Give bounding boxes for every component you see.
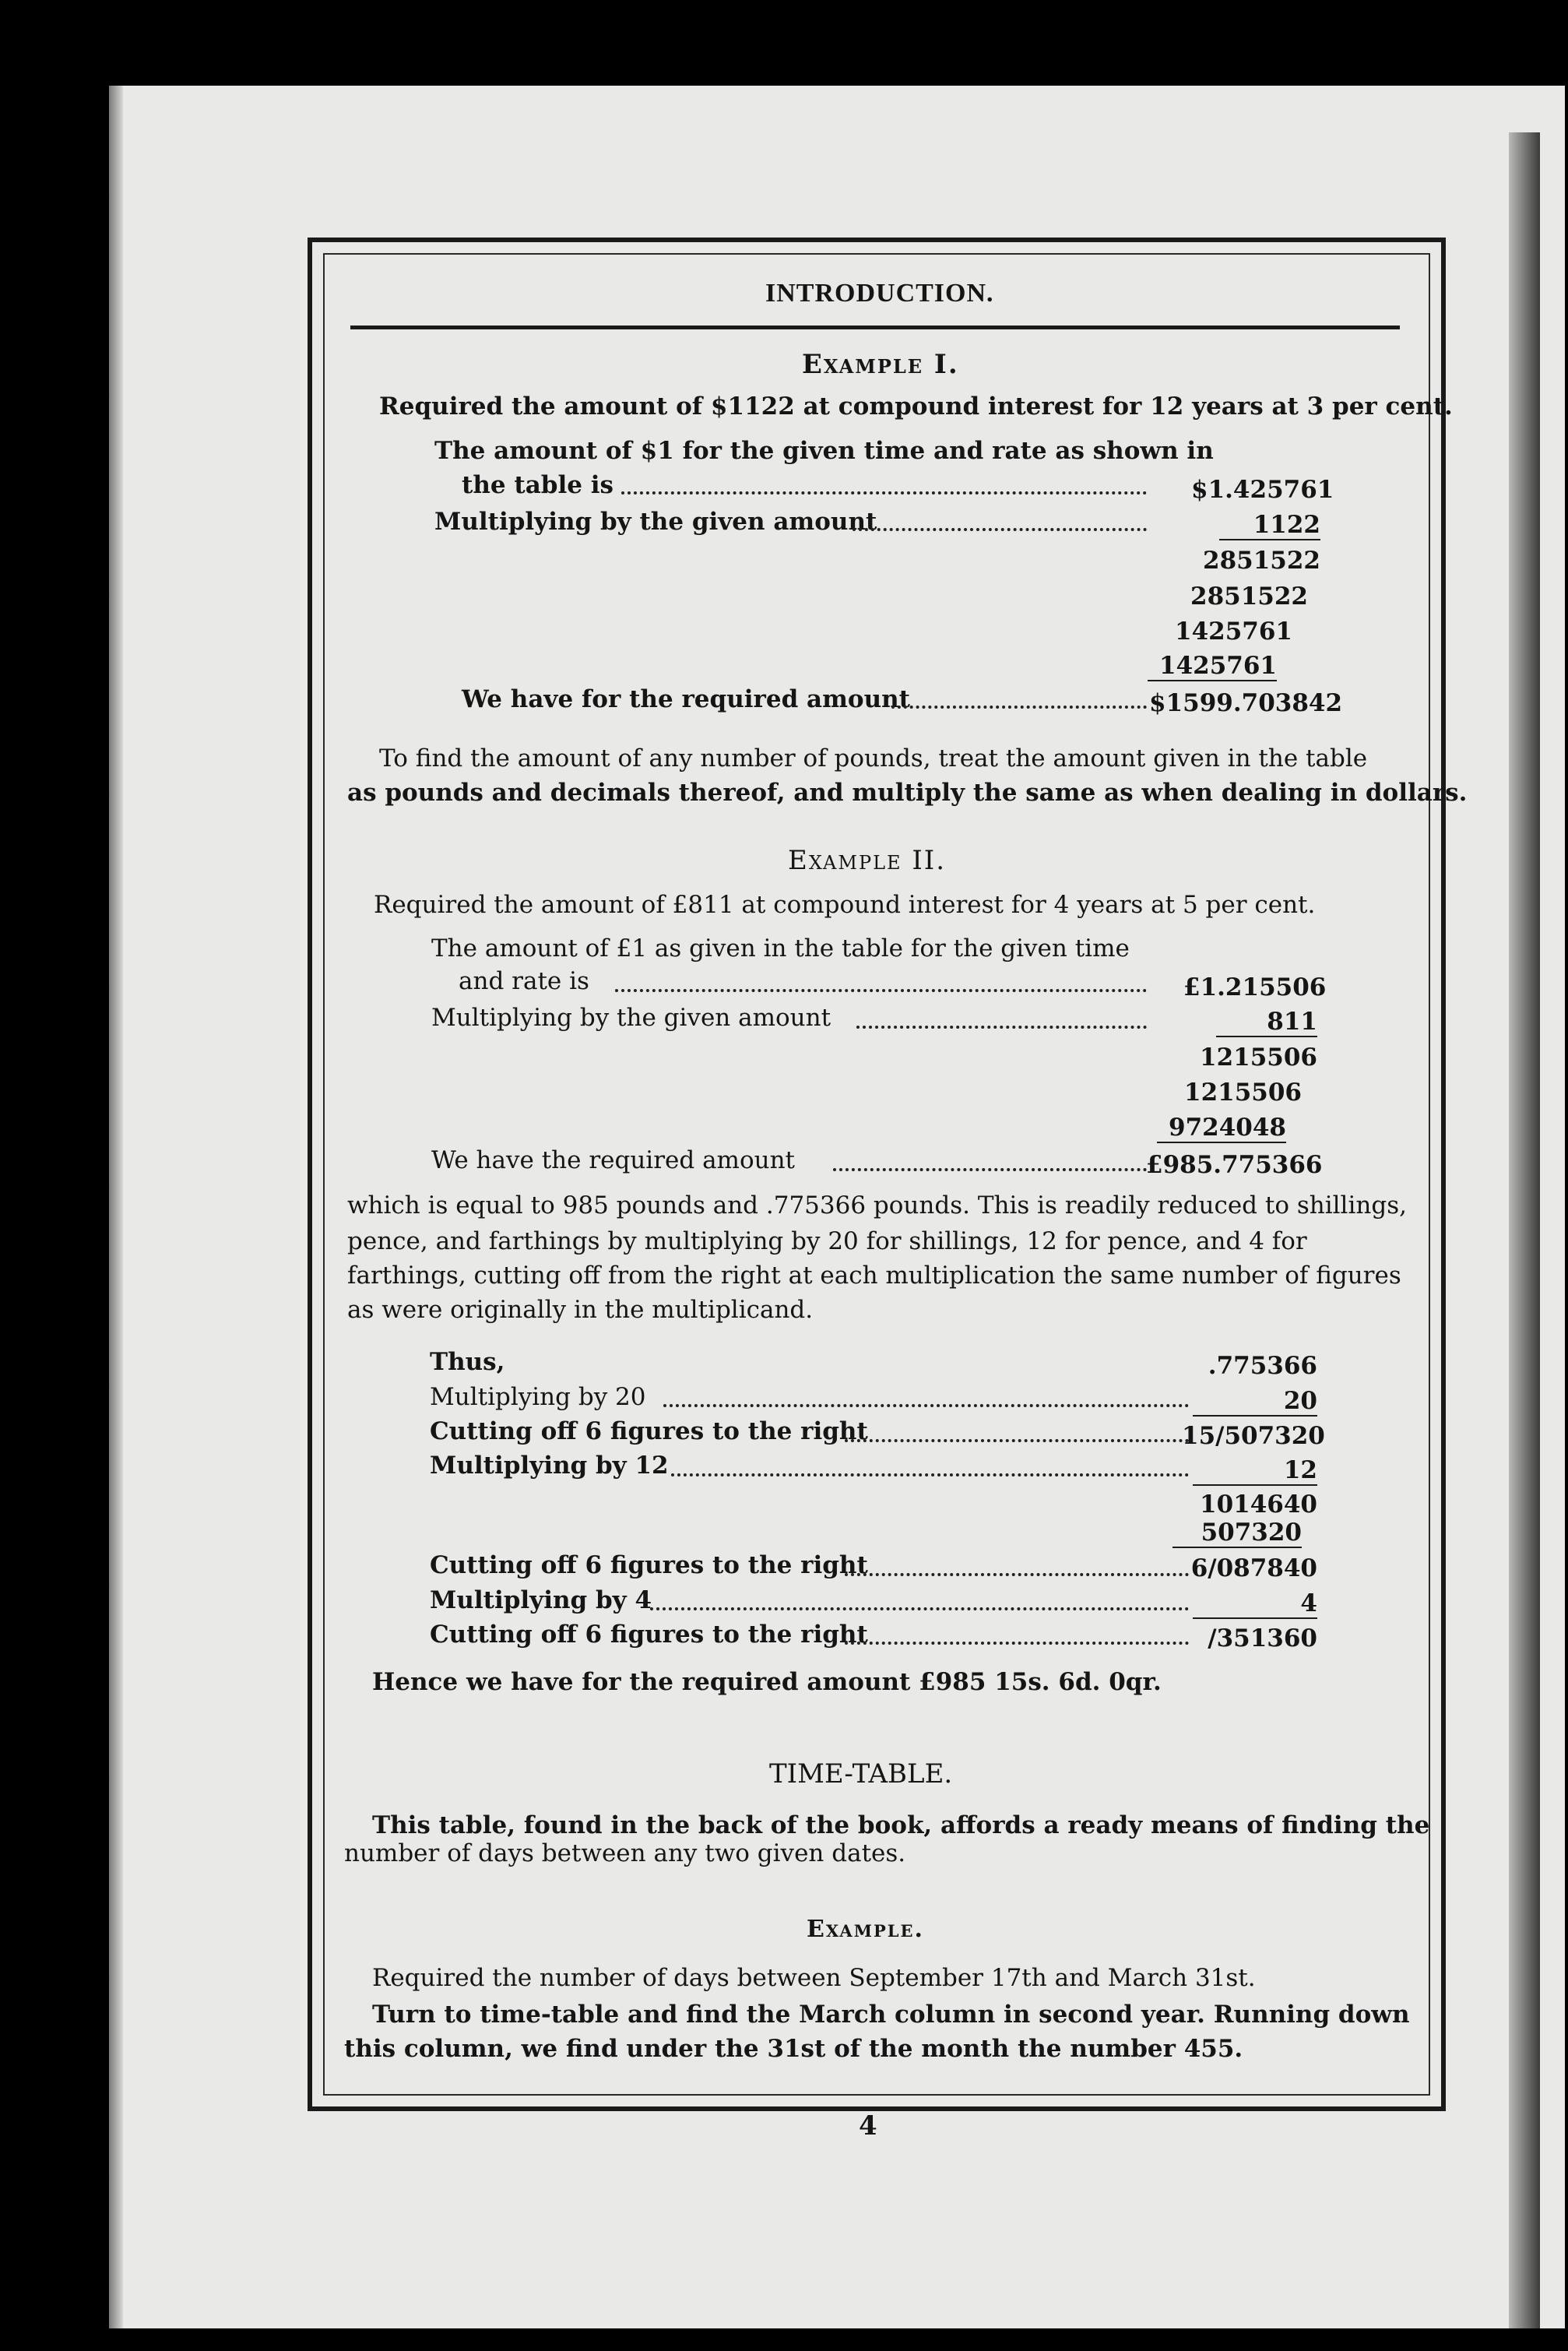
example-2-partial: 9724048	[1157, 1114, 1286, 1143]
example-1-result: $1599.703842	[1149, 689, 1343, 717]
reduction-row-value: 15/507320	[1182, 1422, 1325, 1450]
page-title: INTRODUCTION.	[765, 279, 994, 308]
reduction-row-value: 20	[1193, 1387, 1317, 1417]
example-2-partial: 1215506	[1200, 1044, 1317, 1072]
example-2-line1a: The amount of £1 as given in the table for the given time	[431, 934, 1130, 963]
reduction-text-line: as were originally in the multiplicand.	[347, 1296, 814, 1324]
example-2-heading: Example II.	[788, 845, 947, 876]
reduction-row-value: 6/087840	[1190, 1554, 1317, 1582]
leader-dots	[671, 1473, 1189, 1476]
reduction-row-label: Multiplying by 4	[430, 1586, 652, 1614]
example-1-value2: 1122	[1219, 511, 1320, 540]
example-2-problem: Required the amount of £811 at compound interest for 4 years at 5 per cent.	[374, 891, 1316, 919]
example-1-result-label: We have for the required amount	[462, 685, 910, 713]
leader-dots	[853, 528, 1147, 531]
example-1-partial: 2851522	[1203, 547, 1320, 575]
facing-page-edge	[1509, 132, 1540, 2328]
example-1-heading: Example I.	[802, 349, 959, 380]
example-1-value1: $1.425761	[1191, 476, 1334, 504]
example-1-line1a: The amount of $1 for the given time and rate as shown in	[434, 437, 1214, 465]
example-2-value1: £1.215506	[1183, 973, 1327, 1001]
example-2-value2: 811	[1216, 1008, 1317, 1037]
reduction-row-value: 12	[1193, 1456, 1317, 1486]
leader-dots	[833, 1168, 1147, 1171]
reduction-row-value: 4	[1193, 1589, 1317, 1619]
example-1-partial: 1425761	[1148, 652, 1277, 681]
example-1-partial: 1425761	[1175, 618, 1292, 646]
example-2-line1b: and rate is	[459, 967, 589, 995]
reduction-text-line: pence, and farthings by multiplying by 20 for shillings, 12 for pence, and 4 for	[347, 1227, 1307, 1255]
timetable-heading: TIME-TABLE.	[769, 1758, 953, 1790]
example-2-result: £985.775366	[1146, 1151, 1323, 1179]
reduction-row-label: Multiplying by 12	[430, 1452, 669, 1480]
header-rule	[350, 326, 1400, 329]
pounds-note-line1: To find the amount of any number of pounds, treat the amount given in the table	[379, 744, 1368, 773]
example-3-line1: Turn to time-table and find the March column in second year. Running down	[372, 2001, 1410, 2029]
reduction-text-line: which is equal to 985 pounds and .775366 pounds. This is readily reduced to shillings,	[347, 1191, 1407, 1219]
timetable-line1: This table, found in the back of the book, affords a ready means of finding the	[372, 1811, 1430, 1839]
reduction-row-label: Multiplying by 20	[430, 1383, 646, 1411]
reduction-row-label: Cutting off 6 figures to the right	[430, 1417, 868, 1445]
leader-dots	[615, 989, 1147, 992]
reduction-partial: 1014640	[1200, 1490, 1317, 1519]
reduction-row-label: Cutting off 6 figures to the right	[430, 1551, 868, 1579]
page-number: 4	[859, 2110, 877, 2142]
example-2-result-label: We have the required amount	[431, 1146, 795, 1174]
leader-dots	[845, 1642, 1189, 1645]
example-1-problem: Required the amount of $1122 at compound interest for 12 years at 3 per cent.	[379, 392, 1453, 421]
leader-dots	[891, 706, 1147, 709]
reduction-partial: 507320	[1172, 1519, 1302, 1548]
page-binding-shadow	[109, 86, 123, 2328]
example-1-line2: Multiplying by the given amount	[434, 508, 877, 536]
pounds-note-line2: as pounds and decimals thereof, and multiply the same as when dealing in dollars.	[347, 779, 1468, 807]
example-2-partial: 1215506	[1184, 1079, 1302, 1107]
reduction-row-value: /351360	[1208, 1624, 1317, 1652]
example-1-partial: 2851522	[1190, 582, 1308, 611]
leader-dots	[650, 1607, 1189, 1610]
reduction-hence: Hence we have for the required amount £985 15s. 6d. 0qr.	[372, 1668, 1162, 1696]
leader-dots	[845, 1573, 1189, 1576]
example-2-line2: Multiplying by the given amount	[431, 1004, 831, 1032]
leader-dots	[845, 1439, 1189, 1442]
example-3-line2: this column, we find under the 31st of the month the number 455.	[344, 2035, 1243, 2063]
reduction-thus-value: .775366	[1208, 1352, 1317, 1380]
leader-dots	[663, 1404, 1189, 1407]
reduction-thus: Thus,	[430, 1348, 505, 1376]
reduction-text-line: farthings, cutting off from the right at each multiplication the same number of figures	[347, 1262, 1401, 1290]
example-3-heading: Example.	[807, 1916, 924, 1943]
example-3-problem: Required the number of days between September 17th and March 31st.	[372, 1964, 1256, 1992]
example-1-line1b: the table is	[462, 471, 613, 499]
reduction-row-label: Cutting off 6 figures to the right	[430, 1621, 868, 1649]
timetable-line2: number of days between any two given dates.	[344, 1839, 906, 1867]
leader-dots	[856, 1026, 1147, 1029]
leader-dots	[621, 491, 1147, 494]
